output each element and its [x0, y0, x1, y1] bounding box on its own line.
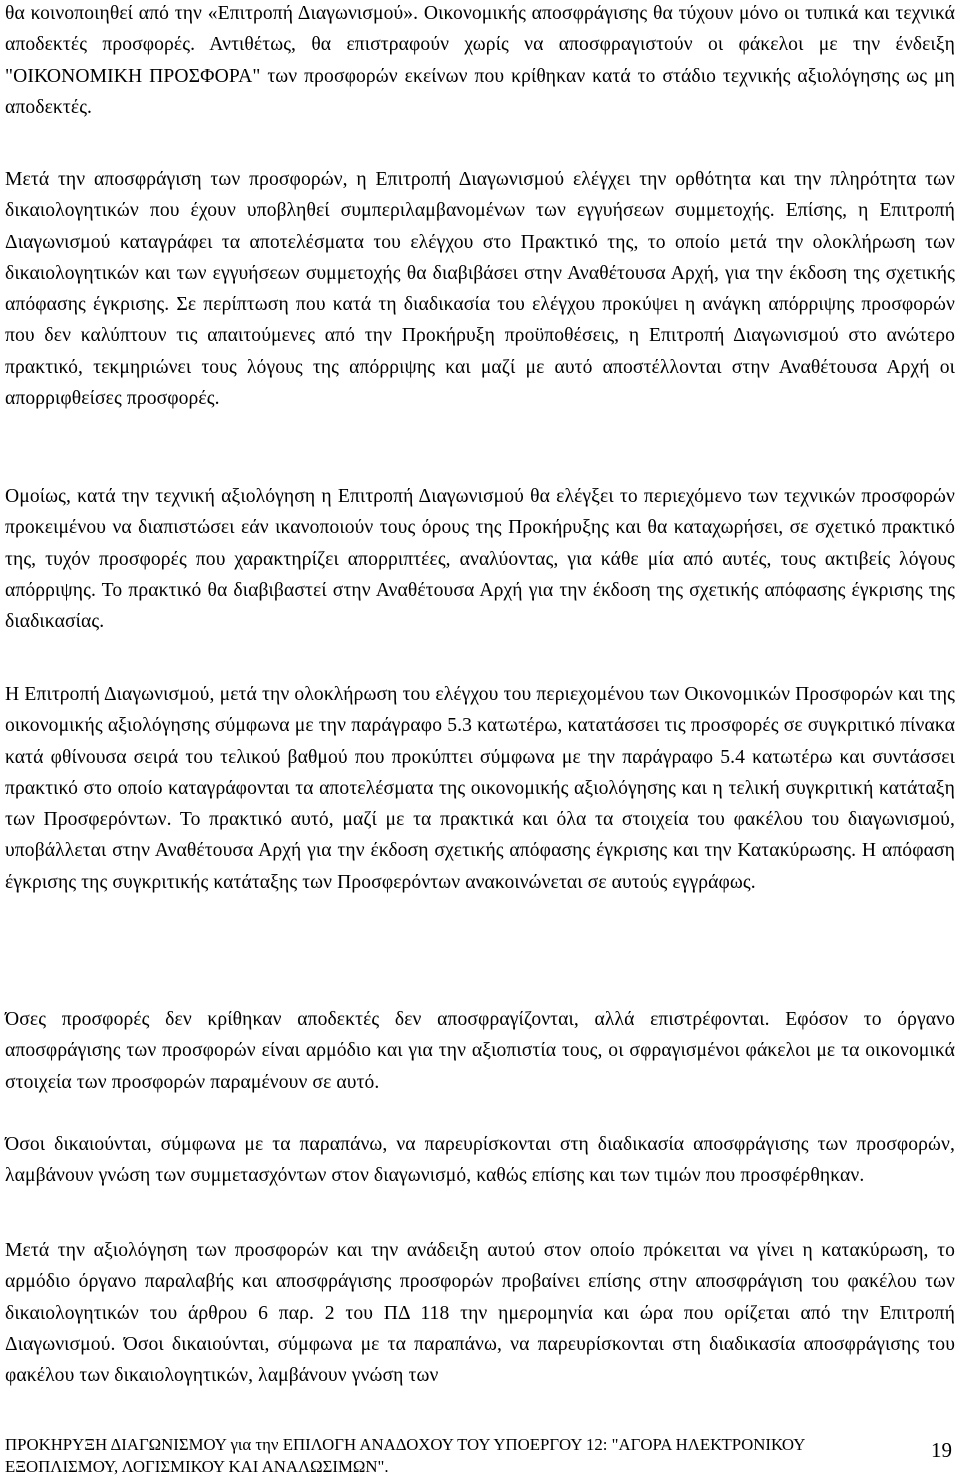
paragraph-5: Όσες προσφορές δεν κρίθηκαν αποδεκτές δεν αποσφραγίζονται, αλλά επιστρέφονται. Εφόσον το όργανο αποσφράγισης των προσφορών είναι αρμόδιο και για την αξιοπιστία τους, οι σφραγισμένοι φάκελοι με τα οικονομικά στοιχεία των προσφορών παραμένουν σε αυτό.: [5, 1009, 955, 1093]
paragraph-3: Ομοίως, κατά την τεχνική αξιολόγηση η Επιτροπή Διαγωνισμού θα ελέγξει το περιεχόμενο των τεχνικών προσφορών προκειμένου να διαπιστώσει εάν ικανοποιούν τους όρους της Προκήρυξης και θα καταχωρήσει, σε σχετικό πρακτικό της, τυχόν προσφορές που χαρακτηρίζει απορριπτέες, αναλύοντας, για κάθε μία από αυτές, τους ακτιβείς λόγους απόρριψης. Το πρακτικό θα διαβιβαστεί στην Αναθέτουσα Αρχή για την έκδοση της σχετικής απόφασης έγκρισης της διαδικασίας.: [5, 486, 955, 633]
page-footer: ΠΡΟΚΗΡΥΞΗ ΔΙΑΓΩΝΙΣΜΟΥ για την ΕΠΙΛΟΓΗ ΑΝΑΔΟΧΟΥ ΤΟΥ ΥΠΟΕΡΓΟΥ 12: "ΑΓΟΡΑ ΗΛΕΚΤΡΟΝΙΚΟΥ ΕΞΟΠΛΙΣΜΟΥ, ΛΟΓΙΣΜΙΚΟΥ ΚΑΙ ΑΝΑΛΩΣΙΜΩΝ".: [5, 1435, 805, 1476]
paragraph-1: θα κοινοποιηθεί από την «Επιτροπή Διαγωνισμού». Οικονομικής αποσφράγισης θα τύχουν μόνο οι τυπικά και τεχνικά αποδεκτές προσφορές. Αντιθέτως, θα επιστραφούν χωρίς να αποσφραγιστούν οι φάκελοι με την ένδειξη "ΟΙΚΟΝΟΜΙΚΗ ΠΡΟΣΦΟΡΑ" των προσφορών εκείνων που κρίθηκαν κατά το στάδιο τεχνικής αξιολόγησης ως μη αποδεκτές.: [5, 3, 955, 118]
paragraph-4: Η Επιτροπή Διαγωνισμού, μετά την ολοκλήρωση του ελέγχου του περιεχομένου των Οικονομικών Προσφορών και της οικονομικής αξιολόγησης σύμφωνα με την παράγραφο 5.3 κατωτέρω, κατατάσσει τις προσφορές σε συγκριτικό πίνακα κατά φθίνουσα σειρά του τελικού βαθμού που προκύπτει σύμφωνα με την παράγραφο 5.4 κατωτέρω και συντάσσει πρακτικό στο οποίο καταγράφονται τα αποτελέσματα της οικονομικής αξιολόγησης και η τελική συγκριτική κατάταξη των Προσφερόντων. Το πρακτικό αυτό, μαζί με τα πρακτικά και όλα τα στοιχεία του φακέλου του διαγωνισμού, υποβάλλεται στην Αναθέτουσα Αρχή για την έκδοση σχετικής απόφασης έγκρισης και την Κατακύρωσης. Η απόφαση έγκρισης της συγκριτικής κατάταξης των Προσφερόντων ανακοινώνεται σε αυτούς εγγράφως.: [5, 684, 955, 893]
paragraph-6: Όσοι δικαιούνται, σύμφωνα με τα παραπάνω, να παρευρίσκονται στη διαδικασία αποσφράγισης των προσφορών, λαμβάνουν γνώση των συμμετασχόντων στον διαγωνισμό, καθώς επίσης και των τιμών που προσφέρθηκαν.: [5, 1134, 955, 1187]
page-number: 19: [931, 1438, 952, 1462]
paragraph-2: Μετά την αποσφράγιση των προσφορών, η Επιτροπή Διαγωνισμού ελέγχει την ορθότητα και την πληρότητα των δικαιολογητικών που έχουν υποβληθεί συμπεριλαμβανομένων των εγγυήσεων συμμετοχής. Επίσης, η Επιτροπή Διαγωνισμού καταγράφει τα αποτελέσματα του ελέγχου στο Πρακτικό της, το οποίο μετά την ολοκλήρωση των δικαιολογητικών και των εγγυήσεων συμμετοχής θα διαβιβάσει στην Αναθέτουσα Αρχή, για την έκδοση της σχετικής απόφασης έγκρισης. Σε περίπτωση που κατά τη διαδικασία του ελέγχου προκύψει η ανάγκη απόρριψης προσφορών που δεν καλύπτουν τις απαιτούμενες από την Προκήρυξη προϋποθέσεις, η Επιτροπή Διαγωνισμού στο ανώτερο πρακτικό, τεκμηριώνει τους λόγους της απόρριψης και μαζί με αυτό αποστέλλονται στην Αναθέτουσα Αρχή οι απορριφθείσες προσφορές.: [5, 169, 955, 410]
paragraph-7: Μετά την αξιολόγηση των προσφορών και την ανάδειξη αυτού στον οποίο πρόκειται να γίνει η κατακύρωση, το αρμόδιο όργανο παραλαβής και αποσφράγισης προσφορών προβαίνει επίσης στην αποσφράγιση του φακέλου των δικαιολογητικών του άρθρου 6 παρ. 2 του ΠΔ 118 την ημερομηνία και ώρα που ορίζεται από την Επιτροπή Διαγωνισμού. Όσοι δικαιούνται, σύμφωνα με τα παραπάνω, να παρευρίσκονται στη διαδικασία αποσφράγισης του φακέλου των δικαιολογητικών, λαμβάνουν γνώση των: [5, 1240, 955, 1387]
